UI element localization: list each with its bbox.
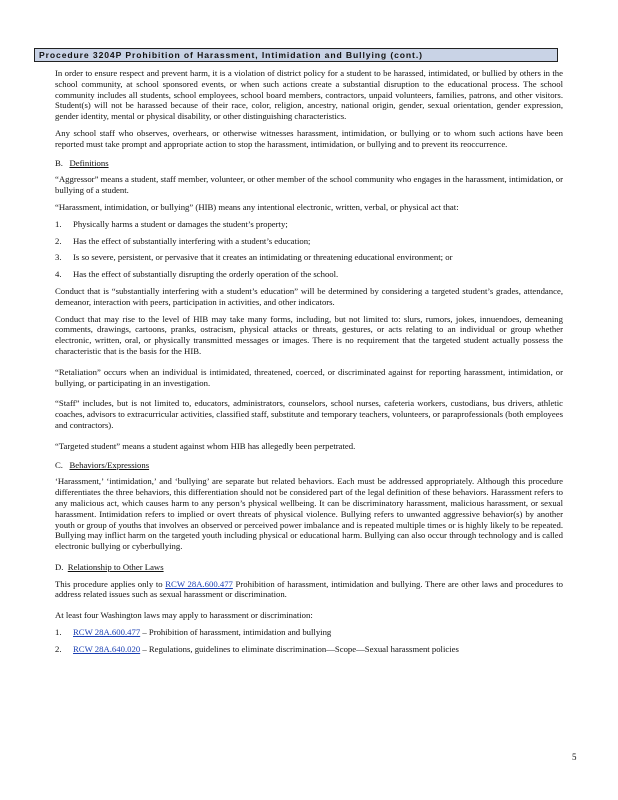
list-item	[55, 252, 563, 263]
conduct-paragraph-2: Conduct that may rise to the level of HIB may take many forms, including, but not limited to: slurs, rumors, jokes, innuendoes, demeaning comments, drawings, cartoons, pranks, ostracism, physical attacks or threats, gestures, or acts relating to an individual or group whether electronic, written, oral, or physically transmitted messages or images. There is no requirement that the targeted student actually possess the characteristic that is the basis for the HIB.	[55, 313, 563, 356]
list-item	[55, 627, 563, 638]
rcw-link-477[interactable]: RCW 28A.600.477	[165, 578, 233, 589]
conduct-paragraph-1: Conduct that is “substantially interfering with a student’s education” will be determined by considering a targeted student’s grades, attendance, demeanor, interaction with peers, participation in activities, and other indicators.	[55, 285, 563, 307]
list-text: Has the effect of substantially disrupting the orderly operation of the school.	[73, 269, 339, 280]
list-item	[55, 644, 563, 655]
list-number: 1.	[55, 218, 62, 229]
procedure-header: Procedure 3204P Prohibition of Harassment, Intimidation and Bullying (cont.)	[34, 48, 558, 62]
list-number: 4.	[55, 269, 62, 280]
law-description: – Regulations, guidelines to eliminate discrimination—Scope—Sexual harassment policies	[140, 643, 459, 654]
list-number: 2.	[55, 643, 62, 654]
rcw-link-640[interactable]: RCW 28A.640.020	[73, 643, 141, 654]
section-d-title: Relationship to Other Laws	[67, 561, 164, 572]
section-d-letter: D.	[55, 561, 64, 572]
list-text: Physically harms a student or damages the student’s property;	[73, 218, 288, 229]
list-number: 2.	[55, 235, 62, 246]
section-c-letter: C.	[55, 459, 63, 470]
section-d-heading	[55, 562, 563, 573]
list-text: Has the effect of substantially interfering with a student’s education;	[73, 235, 311, 246]
laws-intro: At least four Washington laws may apply to harassment or discrimination:	[55, 610, 313, 621]
section-c-title: Behaviors/Expressions	[69, 459, 150, 470]
list-text: Is so severe, persistent, or pervasive that it creates an intimidating or threatening educational environment; or	[73, 252, 453, 263]
list-item	[55, 269, 563, 280]
list-item	[55, 236, 563, 247]
behaviors-paragraph: ‘Harassment,’ ‘intimidation,’ and ‘bullying’ are separate but related behaviors. Each must be addressed appropriately. Although this procedure differentiates the three behaviors, this differentiation should not be considered part of the legal definition of these behaviors. Harassment refers to any malicious act, which causes harm to any person’s physical wellbeing. It can be discriminatory harassment, malicious harassment, or sexual harassment. Intimidation refers to implied or overt threats of physical violence. Bullying refers to unwanted aggressive behavior(s) by another youth or group of youths that involves an observed or perceived power imbalance and is repeated multiple times or is highly likely to be repeated. Bullying may inflict harm on the targeted youth including physical or educational harm. Bullying can also occur through technology and is called electronic bullying or cyberbullying.	[55, 476, 563, 552]
aggressor-definition: “Aggressor” means a student, staff member, volunteer, or other member of the school community who engages in the harassment, intimidation, or bullying of a student.	[55, 174, 563, 196]
targeted-student-definition: “Targeted student” means a student against whom HIB has allegedly been perpetrated.	[55, 440, 356, 451]
list-text	[73, 627, 563, 638]
intro-paragraph-2: Any school staff who observes, overhears, or otherwise witnesses harassment, intimidation, or bullying or to whom such actions have been reported must take prompt and appropriate action to stop the harassment, intimidation, or bullying and to prevent its reoccurrence.	[55, 127, 563, 149]
list-number: 3.	[55, 252, 62, 263]
section-b-title: Definitions	[69, 157, 109, 168]
section-c-heading	[55, 460, 563, 471]
retaliation-definition: “Retaliation” occurs when an individual is intimidated, threatened, coerced, or discriminated against for reporting harassment, intimidation, or bullying, or participating in an investigation.	[55, 366, 563, 388]
page-content	[55, 68, 563, 661]
intro-paragraph-1: In order to ensure respect and prevent harm, it is a violation of district policy for a student to be harassed, intimidated, or bullied by others in the school community, at school sponsored events, or when such actions create a substantial disruption to the educational process. The school community includes all students, school employees, school board members, contractors, unpaid volunteers, families, patrons, and other visitors. Student(s) will not be harassed because of their race, color, religion, ancestry, national origin, gender, sexual orientation, gender expression, gender identity, mental or physical disability, or other distinguishing characteristics.	[55, 68, 563, 122]
list-number: 1.	[55, 627, 62, 638]
list-item	[55, 219, 563, 230]
page-number: 5	[572, 752, 577, 762]
section-b-letter: B.	[55, 157, 63, 168]
section-b-heading	[55, 158, 563, 169]
law-description: – Prohibition of harassment, intimidation and bullying	[140, 627, 332, 638]
staff-definition: “Staff” includes, but is not limited to, educators, administrators, counselors, school nurses, cafeteria workers, custodians, bus drivers, athletic coaches, advisors to extracurricular activities, classified staff, substitute and temporary teachers, volunteers, or paraprofessionals (both employees and contractors).	[55, 398, 563, 430]
relationship-text-before: This procedure applies only to	[55, 578, 166, 589]
relationship-paragraph	[55, 579, 563, 601]
relationship-text-after: Prohibition of harassment, intimidation and bullying. There are other laws and procedures to address related issues such as sexual harassment or discrimination.	[55, 578, 564, 600]
hib-definition-intro: “Harassment, intimidation, or bullying” (HIB) means any intentional electronic, written, verbal, or physical act that:	[55, 201, 459, 212]
rcw-link-477-list[interactable]: RCW 28A.600.477	[73, 627, 141, 638]
list-text	[73, 644, 563, 655]
